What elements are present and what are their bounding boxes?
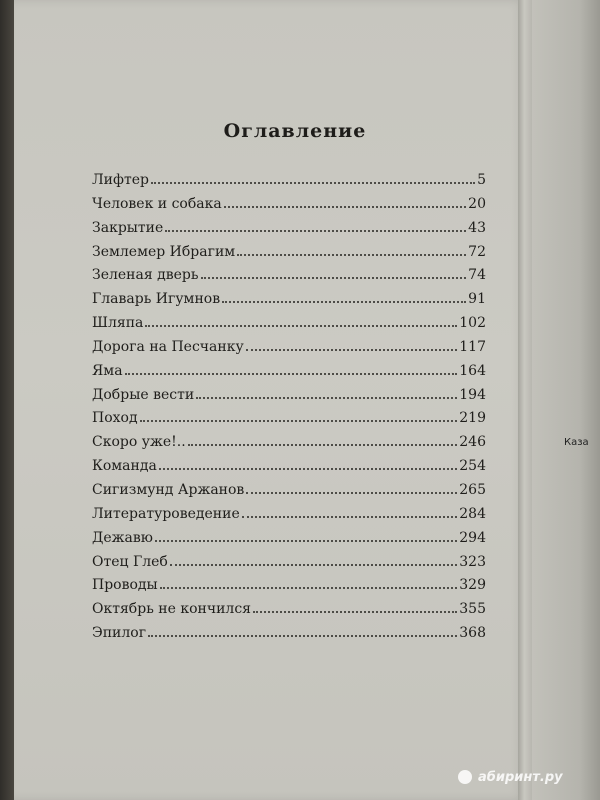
toc-entry-page: 5 [477,172,486,188]
toc-entry-page: 117 [459,338,486,355]
toc-dot-leader [246,481,457,494]
toc-entry-page: 43 [468,219,486,236]
toc-dot-leader [155,529,457,542]
toc-entry-title: Сигизмунд Аржанов [92,481,245,498]
toc-entry [92,481,486,505]
toc-entry-page: 246 [459,434,486,451]
toc-dot-leader [196,386,457,399]
toc-entry-title: Октябрь не кончился [92,601,251,618]
toc-entry [92,219,486,243]
toc-dot-leader [159,457,457,470]
toc-entry [92,290,486,314]
toc-dot-leader [148,624,457,637]
toc-entry-title: Закрытие [92,219,164,236]
toc-title: Оглавление [223,120,367,142]
toc-entry-title: Дорога на Песчанку [92,338,244,355]
toc-entry [92,195,486,219]
toc-entry-page: 102 [459,315,486,332]
toc-dot-leader [145,314,457,327]
toc-entry-title: Человек и собака [92,195,222,212]
toc-entry-title: Лифтер [92,172,149,188]
toc-entry [92,457,486,481]
toc-entry-title: Команда [92,458,157,475]
toc-entry [92,386,486,410]
toc-dot-leader [140,409,458,422]
toc-entry-page: 20 [468,195,486,212]
toc-entry [92,529,486,553]
toc-entry-page: 91 [468,291,486,308]
toc-dot-leader [222,290,466,303]
toc-entry-page: 323 [459,553,486,570]
toc-entry [92,624,486,648]
toc-entry-page: 164 [459,362,486,379]
toc-entry-page: 368 [459,625,486,642]
toc-entry [92,171,486,195]
toc-entry-page: 72 [468,243,486,260]
toc-entry-page: 74 [468,267,486,284]
toc-dot-leader [165,219,466,232]
toc-dot-leader [246,338,458,351]
toc-entry-title: Поход [92,410,138,427]
table-of-contents [92,171,486,648]
toc-entry-title: Землемер Ибрагим [92,243,236,260]
toc-entry-title: Зеленая дверь [92,267,199,284]
toc-entry-page: 355 [459,601,486,618]
toc-entry-title: Добрые вести [92,386,195,403]
toc-entry [92,409,486,433]
toc-entry-title: Шляпа [92,315,144,332]
toc-entry [92,362,486,386]
toc-dot-leader [224,195,466,208]
toc-entry-title: Эпилог [92,625,147,642]
toc-entry [92,266,486,290]
toc-dot-leader [253,600,457,613]
toc-dot-leader [151,171,475,184]
toc-entry-page: 194 [459,386,486,403]
toc-entry [92,338,486,362]
toc-dot-leader [125,362,458,375]
next-page-text-fragment: Каза [564,437,589,448]
toc-dot-leader [242,505,458,518]
toc-dot-leader [201,266,467,279]
toc-entry [92,433,486,457]
toc-entry [92,553,486,577]
toc-entry [92,243,486,267]
toc-entry-page: 219 [459,410,486,427]
toc-entry [92,576,486,600]
toc-entry-title: Литературоведение [92,505,240,522]
toc-entry-page: 265 [459,481,486,498]
toc-dot-leader [160,576,458,589]
toc-entry-page: 329 [459,577,486,594]
toc-entry-title: Дежавю [92,529,153,546]
toc-dot-leader [188,433,458,446]
toc-entry-title: Проводы [92,577,158,594]
toc-dot-leader [170,553,457,566]
toc-entry-page: 284 [459,505,486,522]
toc-entry-page: 254 [459,458,486,475]
toc-entry-page: 294 [459,529,486,546]
toc-entry-title: Отец Глеб [92,553,168,570]
toc-entry [92,314,486,338]
toc-entry-title: Яма [92,362,123,379]
toc-entry [92,505,486,529]
toc-entry-title: Главарь Игумнов [92,291,221,308]
watermark: абиринт.ру [478,770,563,785]
toc-entry [92,600,486,624]
toc-dot-leader [237,243,466,256]
labirint-logo-icon [458,770,472,784]
toc-entry-title: Скоро уже!.. [92,434,186,451]
